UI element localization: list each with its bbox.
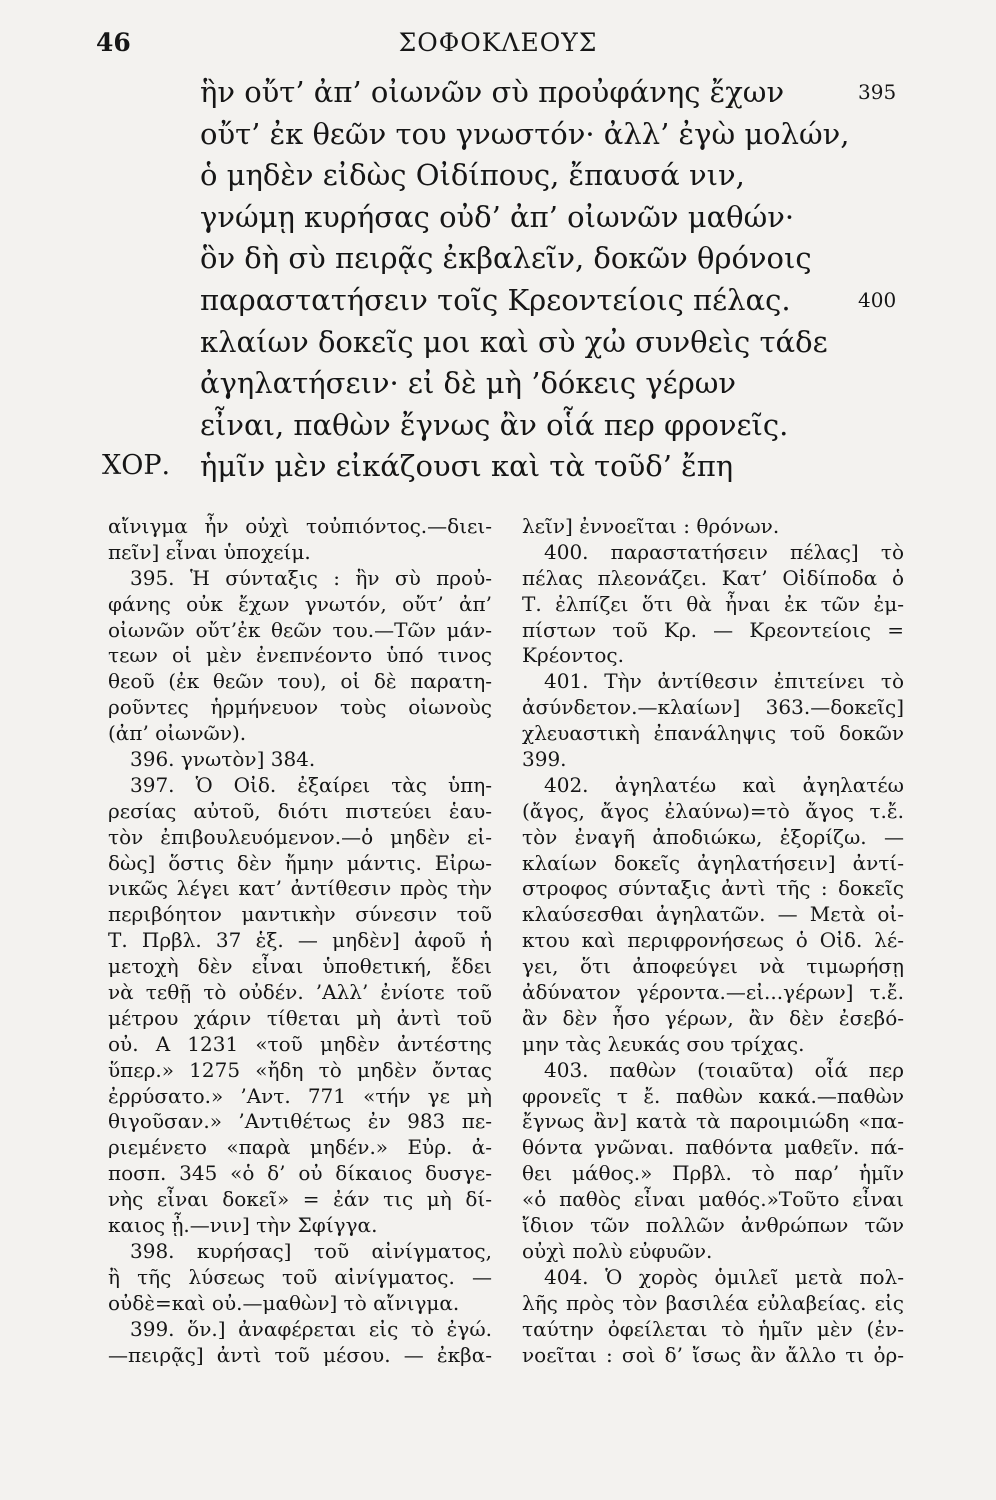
commentary-line: (ἄγος, ἄγος ἐλαύνω)=τὸ ἄγος τ.ἔ. <box>522 798 904 823</box>
commentary-line: ὕπερ.» 1275 «ἤδη τὸ μηδὲν ὄντας <box>108 1057 492 1082</box>
commentary-line: ροῦντες ἡρμήνευον τοὺς οἰωνοὺς <box>108 695 492 720</box>
commentary-line: 399. ὅν.] ἀναφέρεται εἰς τὸ ἐγώ. <box>130 1316 492 1341</box>
verse-line: κλαίων δοκεῖς μοι καὶ σὺ χὠ συνθεὶς τάδε <box>200 324 828 359</box>
commentary-line: (ἀπ’ οἰωνῶν). <box>108 721 247 746</box>
running-title: ΣΟΦΟΚΛΕΟΥΣ <box>398 28 598 57</box>
commentary-line: μέτρου χάριν τίθεται μὴ ἀντὶ τοῦ <box>108 1005 492 1030</box>
commentary-line: αἴνιγμα ἦν οὐχὶ τοὐπιόντος.—διει- <box>108 514 492 538</box>
verse-line: γνώμῃ κυρήσας οὐδ’ ἀπ’ οἰωνῶν μαθών· <box>200 199 795 234</box>
commentary-line: θει μάθος.» Πρβλ. τὸ παρ’ ἡμῖν <box>522 1161 904 1186</box>
commentary-line: ἀσύνδετον.—κλαίων] 363.—δοκεῖς] <box>522 695 904 720</box>
commentary-line: νικῶς λέγει κατ’ ἀντίθεσιν πρὸς τὴν <box>108 876 492 901</box>
commentary-line: 401. Τὴν ἀντίθεσιν ἐπιτείνει τὸ <box>544 669 904 694</box>
verse-line: εἶναι, παθὼν ἔγνως ἂν οἷά περ φρονεῖς. <box>200 407 789 442</box>
commentary-line: ρεσίας αὐτοῦ, διότι πιστεύει ἑαυ- <box>108 798 492 823</box>
commentary-line: 398. κυρήσας] τοῦ αἰνίγματος, <box>130 1238 492 1263</box>
commentary-line: ποσπ. 345 «ὁ δ’ οὐ δίκαιος δυσγε- <box>108 1161 492 1186</box>
verse-line: ὁ μηδὲν εἰδὼς Οἰδίπους, ἔπαυσά νιν, <box>200 158 745 193</box>
commentary-line: Κρέοντος. <box>522 643 624 668</box>
commentary-line: δὼς] ὅστις δὲν ἤμην μάντις. Εἰρω- <box>108 850 492 875</box>
commentary-line: Τ. Πρβλ. 37 ἑξ. — μηδὲν] ἀφοῦ ἡ <box>108 928 492 953</box>
commentary-line: 403. παθὼν (τοιαῦτα) οἷά περ <box>544 1057 904 1082</box>
commentary-line: —πειρᾷς] ἀντὶ τοῦ μέσου. — ἐκβα- <box>108 1342 492 1367</box>
commentary-line: ταύτην ὀφείλεται τὸ ἡμῖν μὲν (ἐν- <box>522 1316 904 1341</box>
commentary-line: περιβόητον μαντικὴν σύνεσιν τοῦ <box>108 902 492 927</box>
commentary-line: θόντα γνῶναι. παθόντα μαθεῖν. πά- <box>522 1135 904 1160</box>
commentary-line: ἀδύνατον γέροντα.—εἰ...γέρων] τ.ἔ. <box>522 980 904 1005</box>
commentary-line: κτου καὶ περιφρονήσεως ὁ Οἰδ. λέ- <box>522 928 904 953</box>
verse-line: παραστατήσειν τοῖς Κρεοντείοις πέλας. <box>200 283 791 317</box>
verse-line: ἀγηλατήσειν· εἰ δὲ μὴ ’δόκεις γέρων <box>200 366 737 401</box>
verse-line: ἡμῖν μὲν εἰκάζουσι καὶ τὰ τοῦδ’ ἔπη <box>200 449 734 484</box>
commentary-line: πίστων τοῦ Κρ. — Κρεοντείοις = <box>522 617 904 642</box>
line-number: 395 <box>858 80 897 104</box>
commentary-line: ἴδιον τῶν πολλῶν ἀνθρώπων τῶν <box>522 1213 904 1238</box>
commentary-line: μετοχὴ δὲν εἶναι ὑποθετική, ἔδει <box>108 954 492 979</box>
page-number: 46 <box>96 28 131 57</box>
commentary-line: «ὁ παθὸς εἶναι μαθός.»Τοῦτο εἶναι <box>522 1187 904 1212</box>
commentary-line: τὸν ἐπιβουλευόμενον.—ὁ μηδὲν εἰ- <box>108 824 492 849</box>
commentary-line: λῆς πρὸς τὸν βασιλέα εὐλαβείας. εἰς <box>522 1290 904 1315</box>
verse-line: οὔτ’ ἐκ θεῶν του γνωστόν· ἀλλ’ ἐγὼ μολών, <box>200 116 850 151</box>
commentary-left-column <box>108 514 492 1368</box>
commentary-line: λεῖν] ἐννοεῖται : θρόνων. <box>522 514 780 538</box>
commentary-line: 397. Ὁ Οἰδ. ἐξαίρει τὰς ὑπη- <box>130 772 492 797</box>
commentary-right-column <box>522 514 904 1368</box>
commentary-line: θεοῦ (ἐκ θεῶν του), οἱ δὲ παρατη- <box>108 669 492 694</box>
verse-line: ἣν οὔτ’ ἀπ’ οἰωνῶν σὺ προὐφάνης ἔχων <box>200 75 785 109</box>
commentary-line: γει, ὅτι ἀποφεύγει νὰ τιμωρήσῃ <box>522 954 904 979</box>
commentary-line: νὰ τεθῇ τὸ οὐδέν. ’Αλλ’ ἐνίοτε τοῦ <box>108 980 492 1005</box>
commentary-line: πέλας πλεονάζει. Κατ’ Οἰδίποδα ὁ <box>522 565 904 590</box>
commentary-line: τὸν ἐναγῆ ἀποδιώκω, ἐξορίζω. — <box>522 824 904 849</box>
commentary-line: νοεῖται : σοὶ δ’ ἴσως ἂν ἄλλο τι ὀρ- <box>522 1342 904 1367</box>
commentary-line: κλαίων δοκεῖς ἀγηλατήσειν] ἀντί- <box>522 850 904 875</box>
commentary-line: μην τὰς λευκάς σου τρίχας. <box>522 1031 805 1056</box>
commentary-line: ἢ τῆς λύσεως τοῦ αἰνίγματος. — <box>108 1264 492 1289</box>
commentary-line: οἰωνῶν οὔτ’ἐκ θεῶν του.—Τῶν μάν- <box>108 617 492 642</box>
commentary-line: ἐρρύσατο.» ’Αντ. 771 «τήν γε μὴ <box>108 1083 492 1108</box>
commentary-line: 395. Ἡ σύνταξις : ἣν σὺ προὐ- <box>130 565 492 590</box>
commentary-line: ριεμένετο «παρὰ μηδέν.» Εὐρ. ἀ- <box>108 1135 492 1160</box>
commentary-line: νὴς εἶναι δοκεῖ» = ἐάν τις μὴ δί- <box>108 1187 492 1212</box>
verse-line: ὃν δὴ σὺ πειρᾷς ἐκβαλεῖν, δοκῶν θρόνοις <box>200 241 812 276</box>
commentary-line: οὐδὲ=καὶ οὐ.—μαθὼν] τὸ αἴνιγμα. <box>108 1290 460 1315</box>
commentary-line: πεῖν] εἶναι ὑποχείμ. <box>108 539 311 564</box>
commentary-line: καιος ᾖ.—νιν] τὴν Σφίγγα. <box>108 1213 378 1238</box>
commentary-line: στροφος σύνταξις ἀντὶ τῆς : δοκεῖς <box>522 876 904 901</box>
commentary-line: 404. Ὁ χορὸς ὁμιλεῖ μετὰ πολ- <box>544 1264 904 1289</box>
commentary-line: 396. γνωτὸν] 384. <box>130 747 316 772</box>
line-number: 400 <box>858 288 897 312</box>
commentary-line: Τ. ἐλπίζει ὅτι θὰ ἦναι ἐκ τῶν ἐμ- <box>522 591 904 616</box>
commentary-line: ἂν δὲν ἦσο γέρων, ἂν δὲν ἐσεβό- <box>522 1005 904 1030</box>
commentary-line: τεων οἱ μὲν ἐνεπνέοντο ὑπό τινος <box>108 643 492 668</box>
commentary-line: κλαύσεσθαι ἀγηλατῶν. — Μετὰ οἰ- <box>522 902 904 927</box>
commentary-line: 402. ἀγηλατέω καὶ ἀγηλατέω <box>544 772 904 797</box>
commentary-line: οὐ. Α 1231 «τοῦ μηδὲν ἀντέστης <box>108 1031 492 1056</box>
commentary-line: φρονεῖς τ ἔ. παθὼν κακά.—παθὼν <box>522 1083 904 1108</box>
commentary-line: ἔγνως ἂν] κατὰ τὰ παροιμιώδη «πα- <box>522 1109 904 1134</box>
commentary-line: φάνης οὐκ ἔχων γνωτόν, οὔτ’ ἀπ’ <box>108 591 492 616</box>
commentary-line: 399. <box>522 747 567 772</box>
commentary-line: οὐχὶ πολὺ εὐφυῶν. <box>522 1238 713 1263</box>
commentary-line: χλευαστικὴ ἐπανάληψις τοῦ δοκῶν <box>522 721 904 746</box>
speaker-label: ΧΟΡ. <box>102 450 171 482</box>
commentary-line: 400. παραστατήσειν πέλας] τὸ <box>544 539 904 564</box>
commentary-line: θιγοῦσαν.» ’Αντιθέτως ἐν 983 πε- <box>108 1109 492 1134</box>
